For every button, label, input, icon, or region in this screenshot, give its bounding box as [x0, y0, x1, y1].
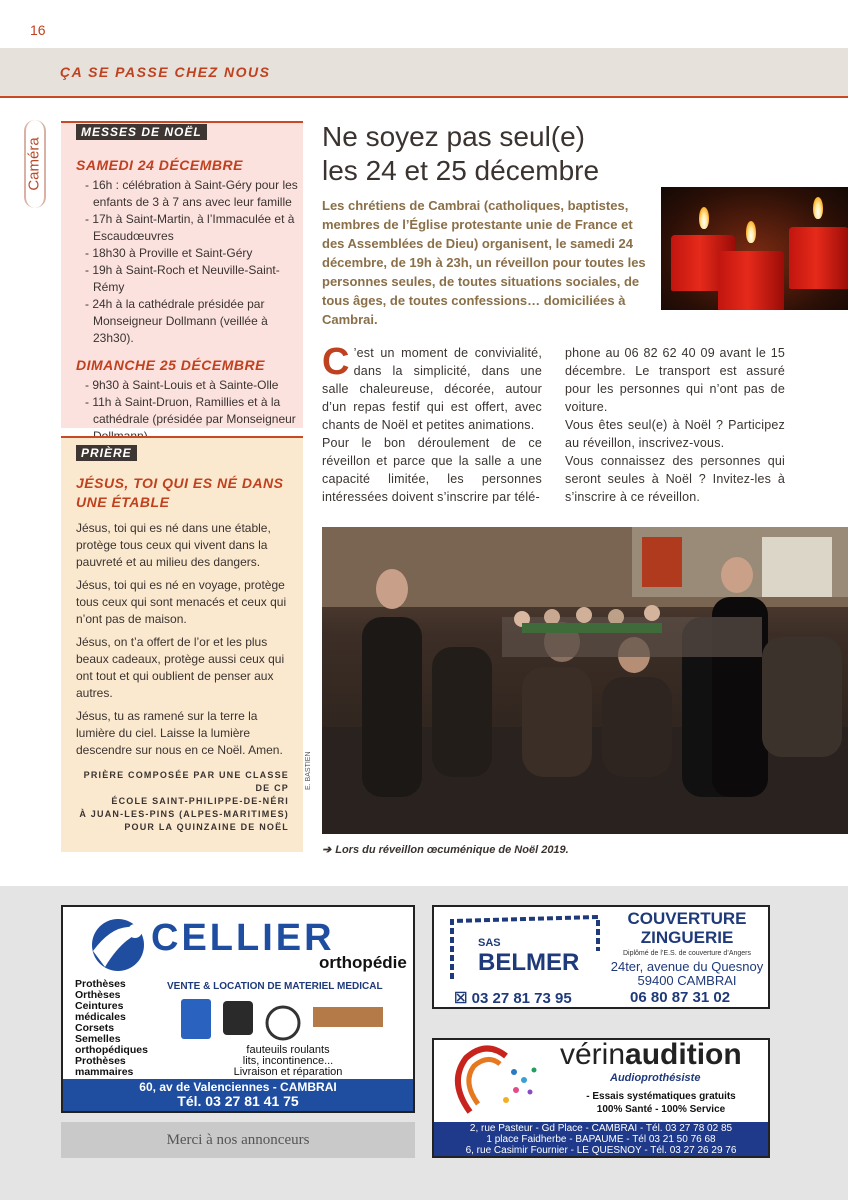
- belmer-phone-2: 06 80 87 31 02: [630, 989, 731, 1006]
- cellier-services: fauteuils roulants lits, incontinence... Livraison et réparation: [233, 1044, 343, 1078]
- section-title: ÇA SE PASSE CHEZ NOUS: [60, 64, 271, 80]
- article-column-2: phone au 06 82 62 40 09 avant le 15 décembre. Le transport est assuré pour les personnes qui n’ont pas de voiture. Vous êtes seul(e) à Noël ? Participez au réveillon, inscrivez-vous. Vous connaissez des personnes qui seront seules à Noël ? Invitez-les à s’inscrire à ce réveillon.: [565, 346, 785, 504]
- prayer-credit: PRIÈRE COMPOSÉE PAR UNE CLASSE DE CP ÉCOLE SAINT-PHILIPPE-DE-NÉRI À JUAN-LES-PINS (ALPES-MARITIMES) POUR LA QUINZAINE DE NOËL: [79, 770, 289, 832]
- belmer-sas: SAS: [478, 937, 501, 949]
- dropcap: C: [322, 341, 350, 383]
- prayer-title: JÉSUS, TOI QUI ES NÉ DANS UNE ÉTABLE: [76, 475, 284, 510]
- prayer-stanza: Jésus, on t’a offert de l’or et les plus beaux cadeaux, protège aussi ceux qui ont tout et qui oublient de penser aux autres.: [76, 635, 285, 700]
- ad-cellier[interactable]: [61, 905, 415, 1113]
- phone-icon: ☒: [454, 990, 472, 1007]
- verin-role: Audioprothésiste: [610, 1072, 701, 1084]
- prayer-stanza: Jésus, toi qui es né dans une étable, protège tous ceux qui vivent dans la pauvreté et au milieu des dangers.: [76, 521, 271, 569]
- day-title: SAMEDI 24 DÉCEMBRE: [76, 157, 243, 173]
- list-item: - 17h à Saint-Martin, à l’Immaculée et à Escaudœuvres: [85, 212, 295, 243]
- arrow-icon: ➔: [322, 844, 332, 856]
- belmer-diploma: Diplômé de l’E.S. de couverture d’Angers: [622, 950, 751, 957]
- prayer-stanza: Jésus, toi qui es né en voyage, protège tous ceux qui sont menacés et ceux qui n’ont pas de maison.: [76, 578, 287, 626]
- list-item: - 9h30 à Saint-Louis et à Sainte-Olle: [85, 378, 279, 392]
- merci-annonceurs: Merci à nos annonceurs: [61, 1122, 415, 1158]
- article-column-1: C ’est un moment de convivialité, dans la simplicité, dans une salle chaleureuse, décorée, autour d’un repas festif qui est offert, avec chants de Noël et petites animations. Pour le bon déroulement de ce réveillon et parce que la salle a une capacité limitée, les personnes intéressées doivent s’inscrire par télé-: [322, 341, 542, 504]
- list-item: - 18h30 à Proville et Saint-Géry: [85, 246, 253, 260]
- belmer-phone-1: ☒ 03 27 81 73 95: [454, 990, 572, 1007]
- belmer-title: COUVERTURE ZINGUERIE: [627, 909, 747, 947]
- reveillon-photo: [322, 527, 848, 834]
- verin-addresses: 2, rue Pasteur - Gd Place - CAMBRAI - Tél. 03 27 78 02 85 1 place Faidherbe - BAPAUME - Tél 03 21 50 76 68 6, rue Casimir Fournier - LE QUESNOY - Tél. 03 27 26 29 76: [434, 1122, 768, 1156]
- side-label-camera: [18, 120, 48, 210]
- list-item: - 16h : célébration à Saint-Géry pour les enfants de 3 à 7 ans avec leur famille: [85, 178, 298, 209]
- list-item: - 11h à Saint-Druon, Ramillies et à la cathédrale (présidée par Monseigneur: [85, 395, 296, 426]
- mass-list: [76, 177, 303, 347]
- cellier-contact: 60, av de Valenciennes - CAMBRAI Tél. 03 27 81 41 75: [139, 1080, 337, 1109]
- side-label-text: Caméra: [25, 137, 43, 191]
- mass-list: [76, 377, 303, 445]
- article-title: Ne soyez pas seul(e) les 24 et 25 décembre: [322, 121, 600, 186]
- verin-offer: - Essais systématiques gratuits 100% Santé - 100% Service: [586, 1091, 736, 1115]
- day-title: DIMANCHE 25 DÉCEMBRE: [76, 357, 265, 373]
- list-item: - 19h à Saint-Roch et Neuville-Saint-Rémy: [85, 263, 280, 294]
- priere-box: [61, 436, 303, 852]
- ad-belmer[interactable]: [432, 905, 770, 1009]
- cellier-sub: orthopédie: [319, 953, 407, 972]
- candles-photo: [661, 187, 848, 310]
- page-number: 16: [30, 22, 46, 38]
- prayer-stanza: Jésus, tu as ramené sur la terre la lumière du ciel. Laisse la lumière descendre sur nous en ce Noël. Amen.: [76, 709, 283, 757]
- belmer-address: 24ter, avenue du Quesnoy 59400 CAMBRAI: [610, 959, 764, 988]
- messes-box: [61, 121, 303, 428]
- list-item: - 24h à la cathédrale présidée par Monseigneur Dollmann (veillée à 23h30).: [85, 297, 268, 345]
- priere-label: PRIÈRE: [76, 445, 137, 461]
- cellier-tagline: VENTE & LOCATION DE MATERIEL MEDICAL: [167, 981, 383, 992]
- cellier-products: Prothèses Orthèses Ceintures médicales Corsets Semelles orthopédiques Prothèses mammaires: [75, 978, 148, 1078]
- belmer-name: BELMER: [478, 949, 580, 976]
- verin-logo: vérinaudition: [560, 1038, 742, 1071]
- photo-caption: ➔ Lors du réveillon œcuménique de Noël 2019.: [322, 844, 569, 856]
- photo-credit: E. BASTIEN: [305, 751, 312, 790]
- ad-verin-audition[interactable]: [432, 1038, 770, 1158]
- article-lead: Les chrétiens de Cambrai (catholiques, baptistes, membres de l’Église protestante unie de France et des Assemblées de Dieu) organisent, le samedi 24 décembre, de 19h à 23h, un réveillon pour toutes les personnes seules, de toutes situations sociales, de tous âges, de toutes confessions… domiciliées à Cambrai.: [322, 198, 646, 327]
- cellier-name: CELLIER: [151, 917, 335, 959]
- messes-label: MESSES DE NOËL: [76, 124, 207, 140]
